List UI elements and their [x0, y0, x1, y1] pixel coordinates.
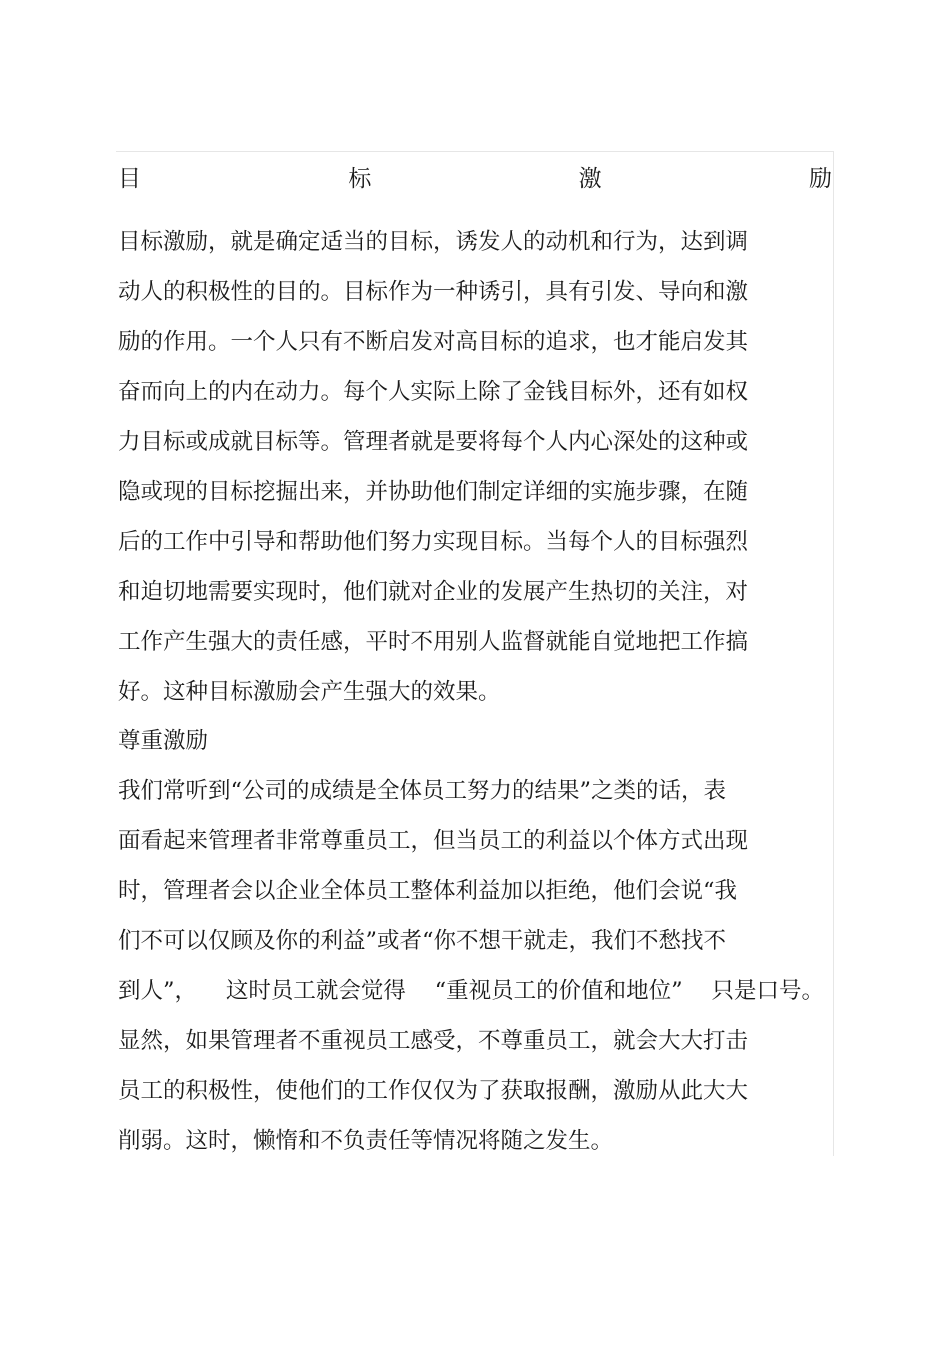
paragraph-line: 削弱。这时，懒惰和不负责任等情况将随之发生。 — [118, 1128, 614, 1154]
paragraph-line: 奋而向上的内在动力。每个人实际上除了金钱目标外，还有如权 — [118, 379, 749, 405]
paragraph-line: 动人的积极性的目的。目标作为一种诱引，具有引发、导向和激 — [118, 279, 749, 305]
text-fragment: 到人”， — [118, 978, 198, 1004]
text-fragment: 这时员工就会觉得 — [225, 978, 406, 1004]
paragraph-line: 们不可以仅顾及你的利益”或者“你不想干就走，我们不愁找不 — [118, 928, 727, 954]
paragraph-line: 面看起来管理者非常尊重员工，但当员工的利益以个体方式出现 — [118, 828, 749, 854]
paragraph-line: 工作产生强大的责任感，平时不用别人监督就能自觉地把工作搞 — [118, 629, 749, 655]
paragraph-line: 目标激励，就是确定适当的目标，诱发人的动机和行为，达到调 — [118, 229, 749, 255]
heading-char: 标 — [348, 165, 372, 192]
paragraph-line: 时，管理者会以企业全体员工整体利益加以拒绝，他们会说“我 — [118, 878, 738, 904]
paragraph-line: 后的工作中引导和帮助他们努力实现目标。当每个人的目标强烈 — [118, 529, 749, 555]
paragraph-line: 隐或现的目标挖掘出来，并协助他们制定详细的实施步骤，在随 — [118, 479, 749, 505]
paragraph-line: 我们常听到“公司的成绩是全体员工努力的结果”之类的话，表 — [118, 778, 727, 804]
paragraph-line: 力目标或成就目标等。管理者就是要将每个人内心深处的这种或 — [118, 429, 749, 455]
paragraph-line: 和迫切地需要实现时，他们就对企业的发展产生热切的关注，对 — [118, 579, 749, 605]
heading-char: 激 — [578, 165, 602, 192]
paragraph-line-spread — [118, 974, 824, 1008]
page-frame-right-border — [833, 151, 834, 1156]
heading-char: 励 — [808, 165, 832, 192]
paragraph-line: 显然，如果管理者不重视员工感受，不尊重员工，就会大大打击 — [118, 1028, 749, 1054]
page-frame-top-border — [116, 151, 834, 152]
text-fragment: 只是口号。 — [711, 978, 824, 1004]
paragraph-line: 励的作用。一个人只有不断启发对高目标的追求，也才能启发其 — [118, 329, 749, 355]
heading-char: 目 — [118, 165, 141, 192]
section-heading-respect-incentive: 尊重激励 — [118, 728, 209, 754]
text-fragment: “重视员工的价值和地位” — [434, 978, 683, 1004]
section-heading-goal-incentive — [118, 158, 832, 194]
paragraph-line: 员工的积极性，使他们的工作仅仅为了获取报酬，激励从此大大 — [118, 1078, 749, 1104]
paragraph-line: 好。这种目标激励会产生强大的效果。 — [118, 679, 501, 705]
